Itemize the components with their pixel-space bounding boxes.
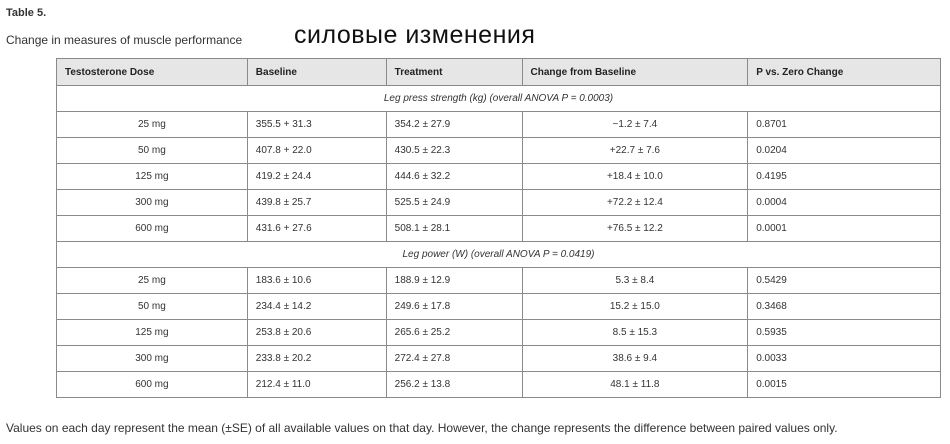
column-header: P vs. Zero Change [748,59,941,86]
treatment-cell: 430.5 ± 22.3 [386,138,522,164]
p-value-cell: 0.8701 [748,112,941,138]
treatment-cell: 525.5 ± 24.9 [386,190,522,216]
dose-cell: 50 mg [57,294,248,320]
p-value-cell: 0.0004 [748,190,941,216]
table-row [57,372,941,398]
p-value-cell: 0.0015 [748,372,941,398]
change-cell: 48.1 ± 11.8 [522,372,748,398]
table-row [57,112,941,138]
table-footnote: Values on each day represent the mean (±SE) of all available values on that day. However, the change represents the difference between paired values only. [6,421,838,435]
change-cell: −1.2 ± 7.4 [522,112,748,138]
treatment-cell: 508.1 ± 28.1 [386,216,522,242]
change-cell: 5.3 ± 8.4 [522,268,748,294]
table-row [57,294,941,320]
dose-cell: 50 mg [57,138,248,164]
change-cell: 8.5 ± 15.3 [522,320,748,346]
dose-cell: 25 mg [57,268,248,294]
change-cell: +76.5 ± 12.2 [522,216,748,242]
table-row [57,216,941,242]
section-title: Leg power (W) (overall ANOVA P = 0.0419) [57,242,941,268]
p-value-cell: 0.0001 [748,216,941,242]
change-cell: +72.2 ± 12.4 [522,190,748,216]
treatment-cell: 444.6 ± 32.2 [386,164,522,190]
treatment-cell: 265.6 ± 25.2 [386,320,522,346]
header-row [57,59,941,86]
change-cell: +18.4 ± 10.0 [522,164,748,190]
change-cell: 38.6 ± 9.4 [522,346,748,372]
baseline-cell: 431.6 + 27.6 [247,216,386,242]
treatment-cell: 249.6 ± 17.8 [386,294,522,320]
table-row [57,268,941,294]
column-header: Treatment [386,59,522,86]
treatment-cell: 354.2 ± 27.9 [386,112,522,138]
p-value-cell: 0.3468 [748,294,941,320]
column-header: Baseline [247,59,386,86]
baseline-cell: 212.4 ± 11.0 [247,372,386,398]
treatment-cell: 188.9 ± 12.9 [386,268,522,294]
section-row [57,86,941,112]
dose-cell: 125 mg [57,164,248,190]
dose-cell: 600 mg [57,372,248,398]
section-title: Leg press strength (kg) (overall ANOVA P = 0.0003) [57,86,941,112]
table-row [57,138,941,164]
p-value-cell: 0.5429 [748,268,941,294]
p-value-cell: 0.0204 [748,138,941,164]
overlay-annotation: силовые изменения [294,21,536,49]
baseline-cell: 407.8 + 22.0 [247,138,386,164]
column-header: Testosterone Dose [57,59,248,86]
column-header: Change from Baseline [522,59,748,86]
table-row [57,164,941,190]
baseline-cell: 419.2 ± 24.4 [247,164,386,190]
treatment-cell: 256.2 ± 13.8 [386,372,522,398]
baseline-cell: 233.8 ± 20.2 [247,346,386,372]
dose-cell: 125 mg [57,320,248,346]
change-cell: 15.2 ± 15.0 [522,294,748,320]
table-row [57,320,941,346]
change-cell: +22.7 ± 7.6 [522,138,748,164]
dose-cell: 300 mg [57,190,248,216]
dose-cell: 25 mg [57,112,248,138]
baseline-cell: 183.6 ± 10.6 [247,268,386,294]
table-label: Table 5. [6,7,47,19]
p-value-cell: 0.0033 [748,346,941,372]
section-row [57,242,941,268]
baseline-cell: 439.8 ± 25.7 [247,190,386,216]
dose-cell: 600 mg [57,216,248,242]
performance-table [56,58,941,398]
baseline-cell: 253.8 ± 20.6 [247,320,386,346]
table-row [57,190,941,216]
table-caption: Change in measures of muscle performance [6,33,243,47]
baseline-cell: 234.4 ± 14.2 [247,294,386,320]
treatment-cell: 272.4 ± 27.8 [386,346,522,372]
dose-cell: 300 mg [57,346,248,372]
p-value-cell: 0.5935 [748,320,941,346]
baseline-cell: 355.5 + 31.3 [247,112,386,138]
table-row [57,346,941,372]
p-value-cell: 0.4195 [748,164,941,190]
